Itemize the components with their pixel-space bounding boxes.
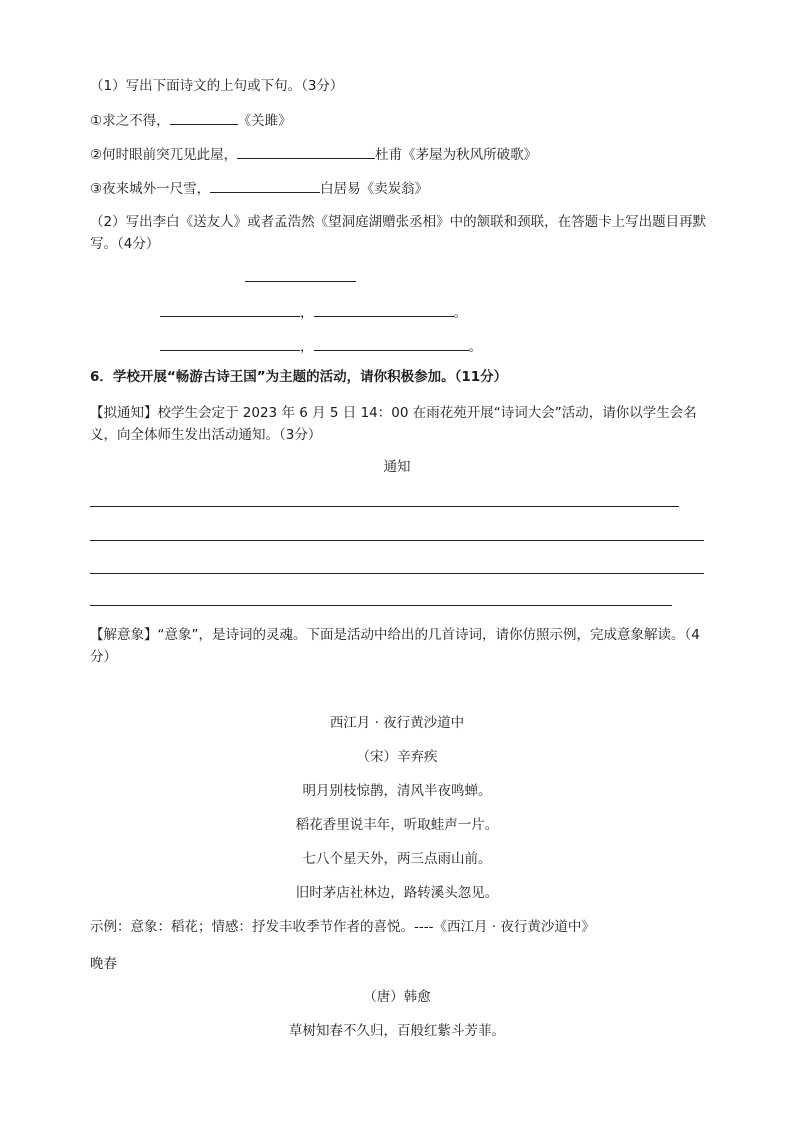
writing-line[interactable]	[90, 506, 679, 507]
answer-blank[interactable]	[314, 336, 469, 351]
q5-part2-title: （2）写出李白《送友人》或者孟浩然《望洞庭湖赠张丞相》中的颔联和颈联，在答题卡上写出题目再默写。（4分）	[90, 214, 707, 252]
q5-item3	[90, 178, 428, 198]
answer-blank[interactable]	[314, 302, 454, 317]
answer-blank[interactable]	[160, 302, 300, 317]
example-text: 示例：意象：稻花；情感：抒发丰收季节作者的喜悦。----《西江月 · 夜行黄沙道中》	[90, 919, 595, 935]
poem1-title: 西江月 · 夜行黄沙道中	[329, 715, 465, 731]
q5-item3-prefix: ③夜来城外一尺雪，	[90, 181, 211, 197]
comma: ，	[300, 339, 314, 355]
q5-item2-prefix: ②何时眼前突兀见此屋，	[90, 147, 238, 163]
q6-title: 6．学校开展“畅游古诗王国”为主题的活动，请你积极参加。（11分）	[90, 369, 508, 385]
comma: ，	[300, 305, 314, 321]
poem2-author: （唐）韩愈	[363, 989, 431, 1005]
poem-title-blank[interactable]	[245, 281, 356, 282]
answer-blank[interactable]	[160, 336, 300, 351]
poem1-author: （宋）辛弃疾	[356, 749, 438, 765]
q5-part1-title: （1）写出下面诗文的上句或下句。（3分）	[90, 78, 344, 94]
recite-line-1	[160, 302, 467, 322]
answer-blank[interactable]	[237, 144, 375, 159]
recite-line-2	[160, 336, 482, 356]
answer-blank[interactable]	[170, 110, 238, 125]
period: 。	[468, 339, 482, 355]
poem2-line: 草树知春不久归，百般红紫斗芳菲。	[289, 1023, 505, 1039]
notice-heading: 通知	[383, 459, 411, 475]
q5-item2	[90, 144, 537, 164]
poem1-line: 稻花香里说丰年，听取蛙声一片。	[295, 817, 499, 833]
poem1-line: 旧时茅店社林边，路转溪头忽见。	[295, 885, 499, 901]
poem1-line: 七八个星天外，两三点雨山前。	[302, 851, 492, 867]
q6-imagery-task: 【解意象】“意象”，是诗词的灵魂。下面是活动中给出的几首诗词，请你仿照示例，完成意象解读。（4分）	[90, 627, 700, 665]
poem1-line: 明月别枝惊鹊，清风半夜鸣蝉。	[302, 783, 492, 799]
q5-item3-source: 白居易《卖炭翁》	[320, 181, 429, 197]
q5-item1-source: 《关雎》	[237, 113, 292, 129]
poem2-title: 晚春	[90, 956, 117, 972]
q6-notice-task: 【拟通知】校学生会定于 2023 年 6 月 5 日 14：00 在雨花苑开展“诗词大会”活动，请你以学生会名义，向全体师生发出活动通知。（3分）	[90, 405, 697, 443]
q5-item1	[90, 110, 292, 130]
answer-blank[interactable]	[210, 178, 320, 193]
writing-line[interactable]	[90, 573, 704, 574]
q5-item1-prefix: ①求之不得，	[90, 113, 170, 129]
period: 。	[453, 305, 467, 321]
q5-item2-source: 杜甫《茅屋为秋风所破歌》	[375, 147, 538, 163]
writing-line[interactable]	[90, 605, 672, 606]
writing-line[interactable]	[90, 540, 704, 541]
